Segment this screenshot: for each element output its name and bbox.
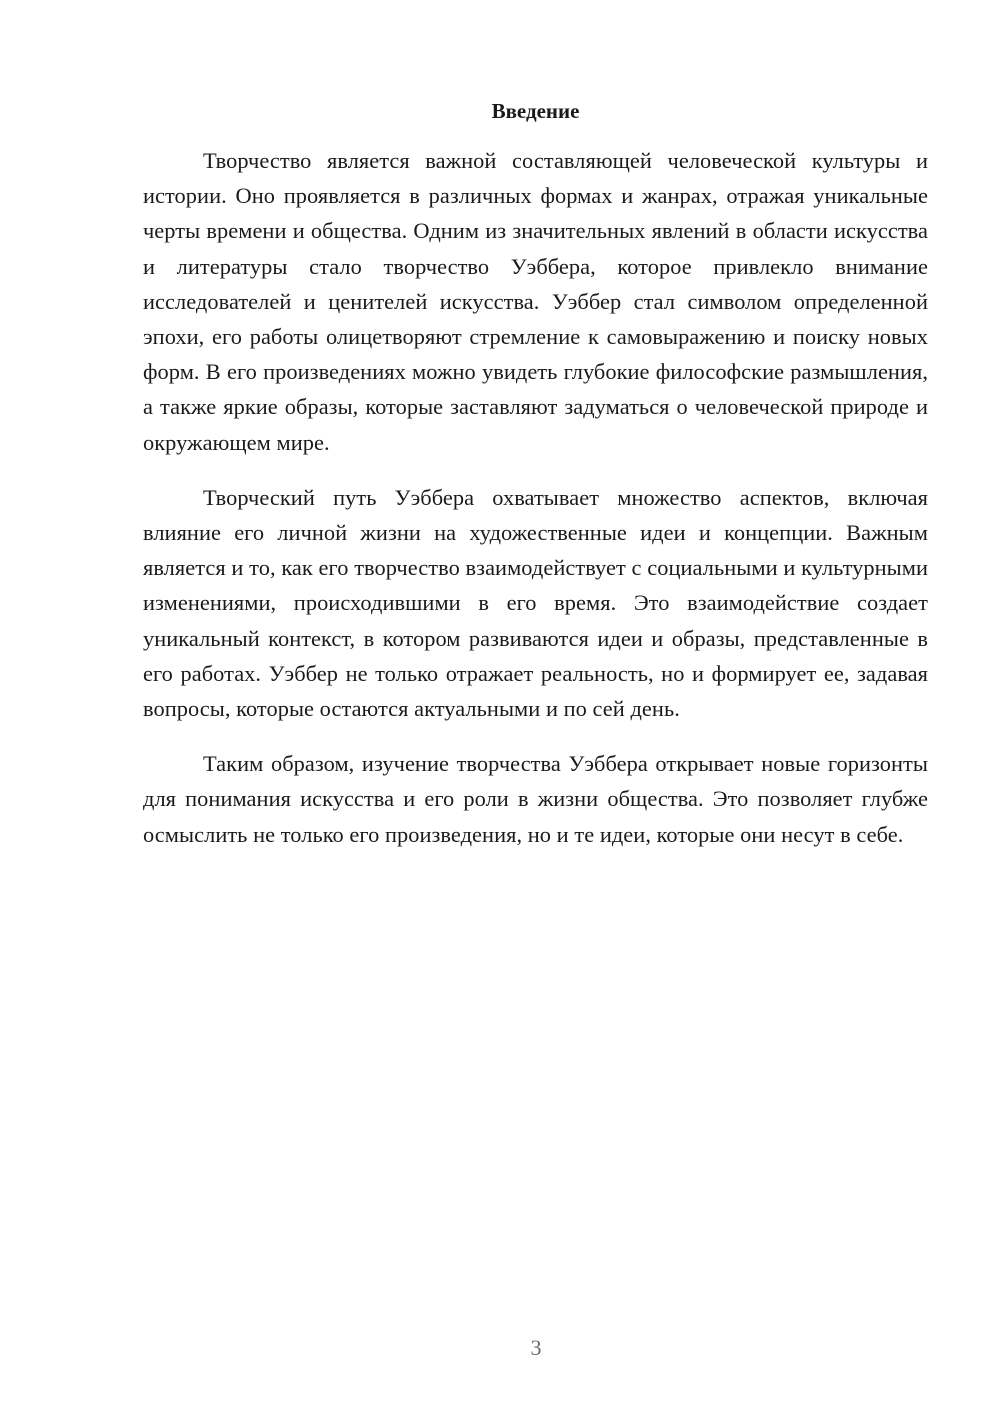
paragraph-2: Творческий путь Уэббера охватывает множество аспектов, включая влияние его личной жизни на художественные идеи и концепции. Важным является и то, как его творчество взаимодействует с социальными и культурными изменениями, происходившими в его время. Это взаимодействие создает уникальный контекст, в котором развиваются идеи и образы, представленные в его работах. Уэббер не только отражает реальность, но и формирует ее, задавая вопросы, которые остаются актуальными и по сей день.	[143, 484, 928, 722]
page-number: 3	[530, 1335, 542, 1360]
section-heading: Введение	[491, 99, 580, 123]
body-text	[143, 143, 928, 872]
paragraph-3: Таким образом, изучение творчества Уэббера открывает новые горизонты для понимания искусства и его роли в жизни общества. Это позволяет глубже осмыслить не только его произведения, но и те идеи, которые они несут в себе.	[143, 751, 928, 847]
paragraph-1: Творчество является важной составляющей человеческой культуры и истории. Оно проявляется в различных формах и жанрах, отражая уникальные черты времени и общества. Одним из значительных явлений в области искусства и литературы стало творчество Уэббера, которое привлекло внимание исследователей и ценителей искусства. Уэббер стал символом определенной эпохи, его работы олицетворяют стремление к самовыражению и поиску новых форм. В его произведениях можно увидеть глубокие философские размышления, а также яркие образы, которые заставляют задуматься о человеческой природе и окружающем мире.	[143, 148, 928, 455]
